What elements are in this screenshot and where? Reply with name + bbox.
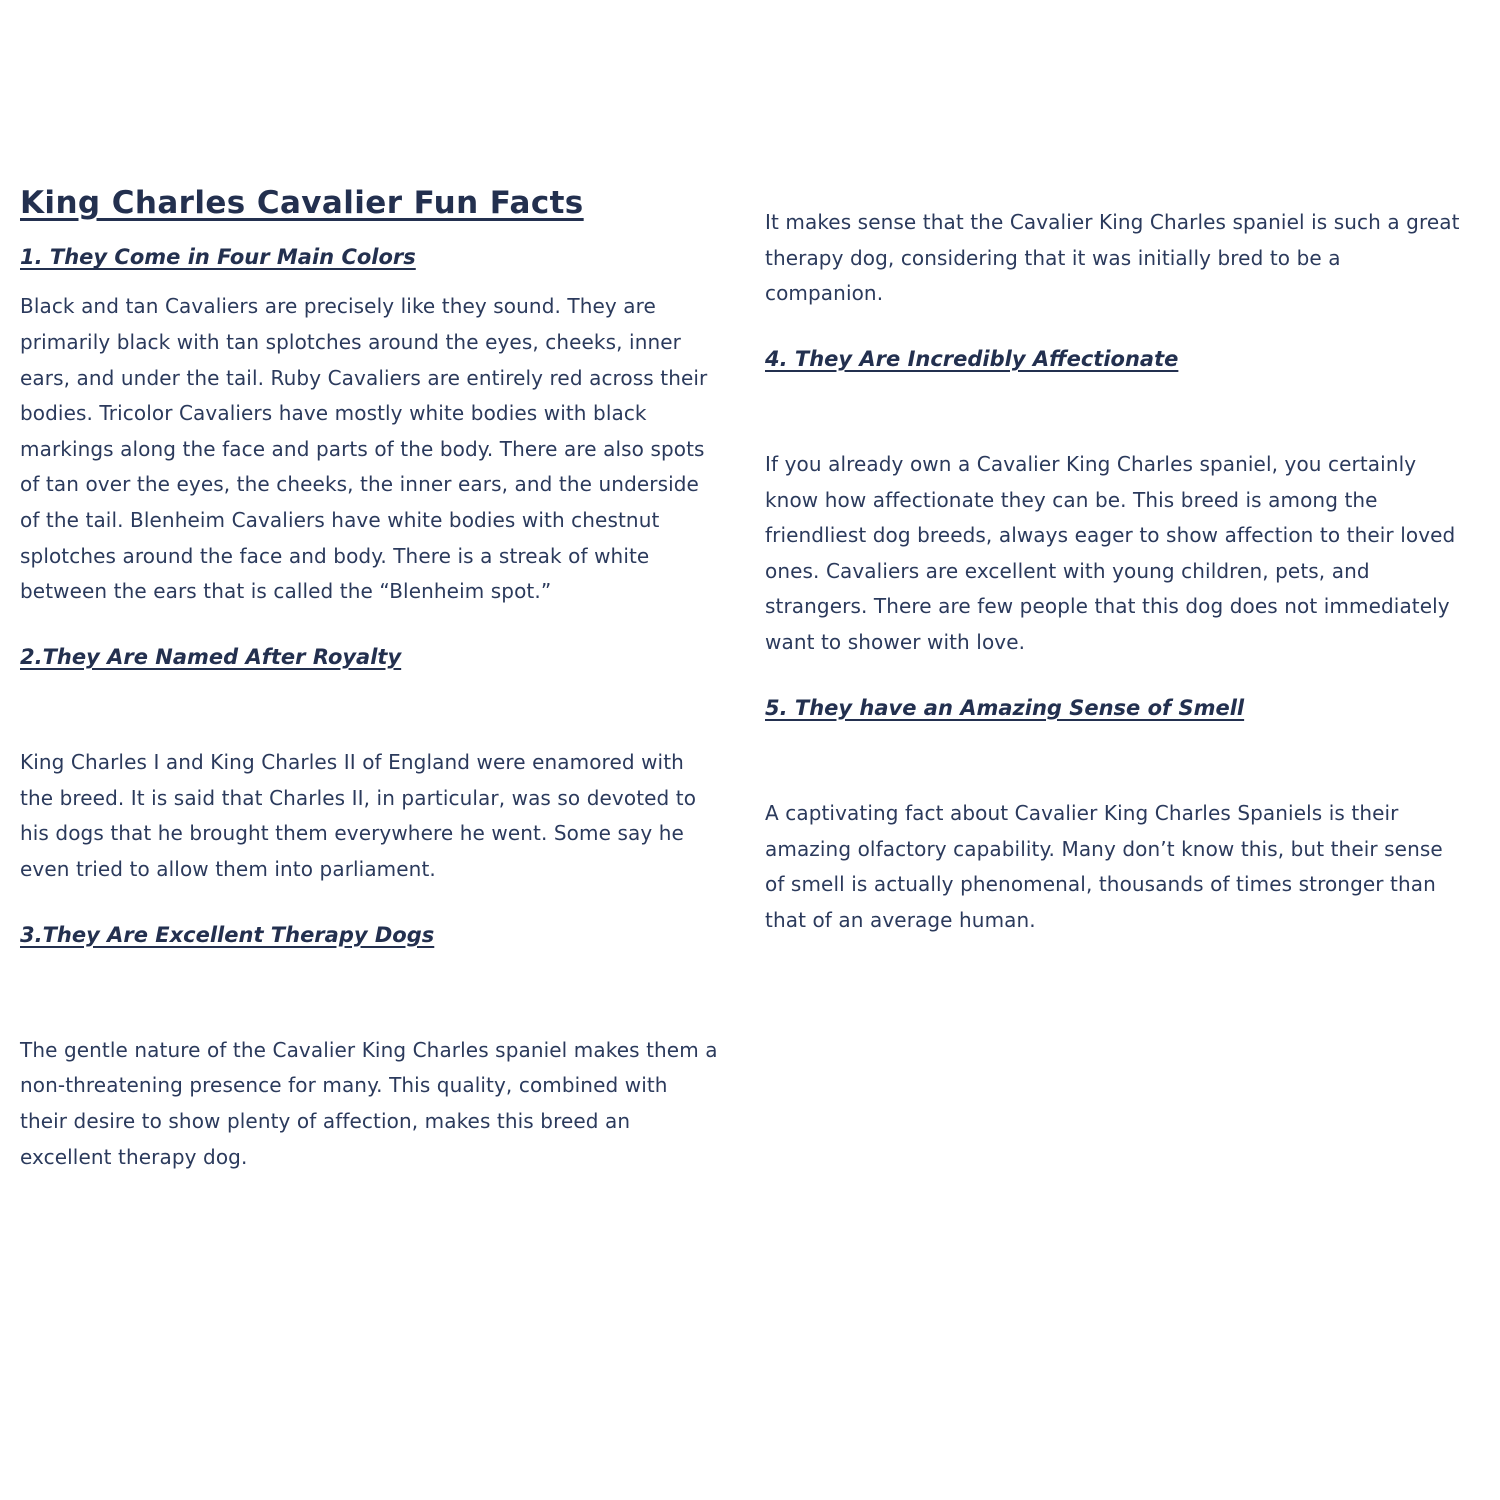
page-title: King Charles Cavalier Fun Facts [20, 185, 584, 221]
left-column [20, 185, 720, 1209]
section-heading-4: 4. They Are Incredibly Affectionate [765, 346, 1179, 371]
section-heading-5: 5. They have an Amazing Sense of Smell [765, 695, 1245, 720]
spacer [20, 689, 720, 745]
section-body-3-continued: It makes sense that the Cavalier King Charles spaniel is such a great therapy dog, considering that it was initially bred to be a companion. [765, 210, 1460, 306]
section-body-1: Black and tan Cavaliers are precisely like they sound. They are primarily black with tan splotches around the eyes, cheeks, inner ears, and under the tail. Ruby Cavaliers are entirely red across their bodies. Tricolor Cavaliers have mostly white bodies with black markings along the face and parts of the body. There are also spots of tan over the eyes, the cheeks, the inner ears, and the underside of the tail. Blenheim Cavaliers have white bodies with chestnut splotches around the face and body. There is a streak of white between the ears that is called the “Blenheim spot.” [20, 294, 708, 604]
spacer [765, 391, 1465, 447]
section-body-2: King Charles I and King Charles II of England were enamored with the breed. It is said that Charles II, in particular, was so devoted to his dogs that he brought them everywhere he went. Some say he even tried to allow them into parliament. [20, 750, 697, 881]
section-heading-3: 3.They Are Excellent Therapy Dogs [20, 922, 435, 947]
right-column [765, 185, 1465, 972]
two-column-layout [20, 185, 1480, 1209]
section-body-4: If you already own a Cavalier King Charles spaniel, you certainly know how affectionate they can be. This breed is among the friendliest dog breeds, always eager to show affection to their loved ones. Cavaliers are excellent with young children, pets, and strangers. There are few people that this dog does not immediately want to shower with love. [765, 452, 1456, 655]
spacer [20, 967, 720, 1033]
section-heading-1: 1. They Come in Four Main Colors [20, 245, 416, 270]
section-heading-2: 2.They Are Named After Royalty [20, 644, 402, 669]
section-body-5: A captivating fact about Cavalier King Charles Spaniels is their amazing olfactory capability. Many don’t know this, but their sense of smell is actually phenomenal, thousands of times stronger than that of an average human. [765, 800, 1443, 932]
spacer [765, 740, 1465, 796]
section-body-3: The gentle nature of the Cavalier King Charles spaniel makes them a non-threatening presence for many. This quality, combined with their desire to show plenty of affection, makes this breed an excellent therapy dog. [20, 1037, 718, 1169]
